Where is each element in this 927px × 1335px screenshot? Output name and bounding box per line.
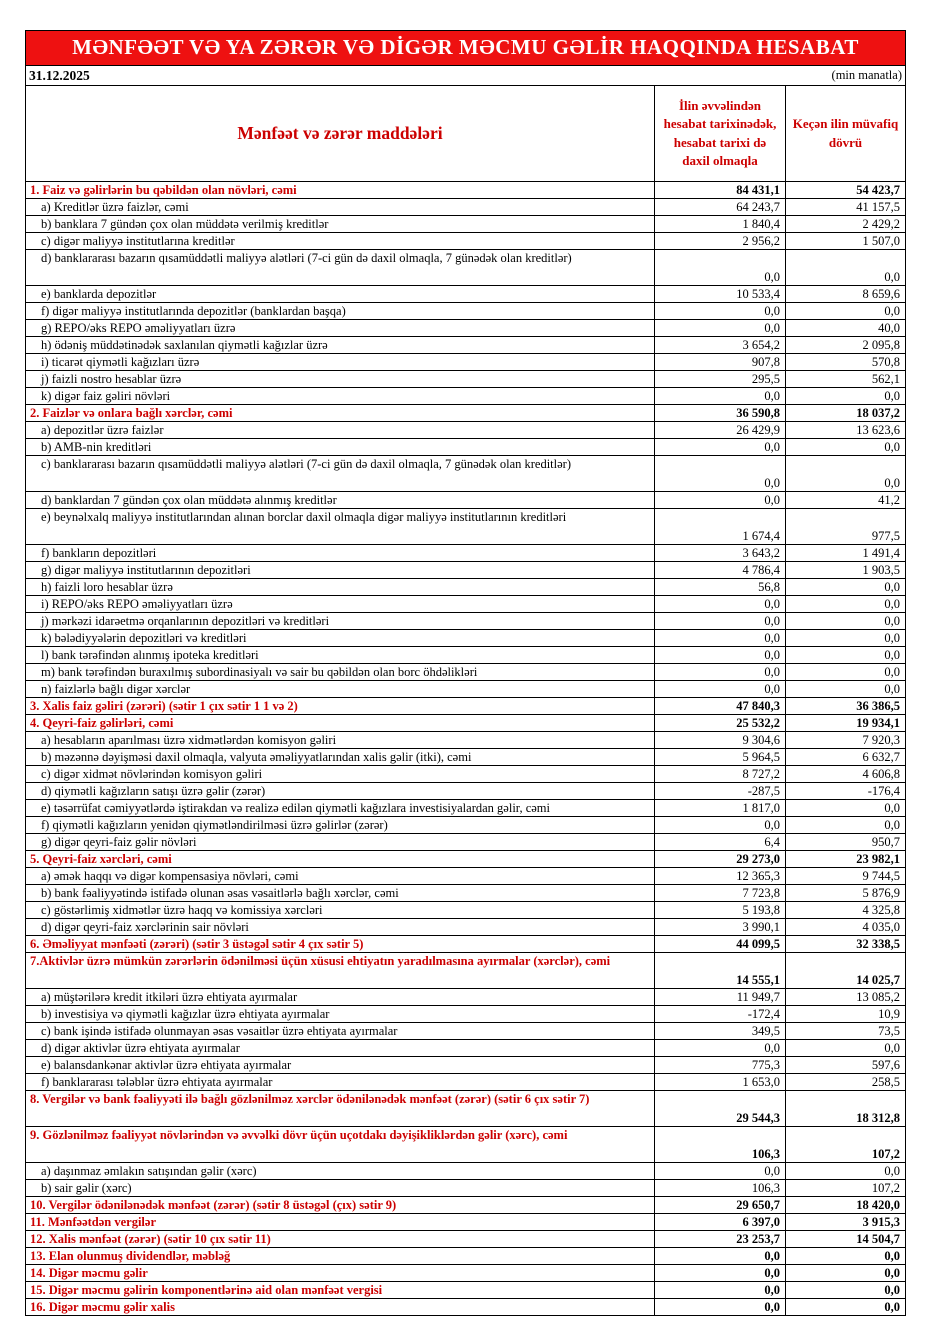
table-row [26,1197,905,1214]
value-previous-period: 0,0 [785,250,905,285]
value-current-period: 5 964,5 [654,749,785,765]
value-previous-period: 5 876,9 [785,885,905,901]
value-previous-period: 258,5 [785,1074,905,1090]
row-label: c) banklararası bazarın qısamüddətli maliyyə alətləri (7-ci gün də daxil olmaqla, 7 günədək olan kreditlər) [41,457,572,471]
row-label: b) investisiya və qiymətli kağızlar üzrə ehtiyata ayırmalar [41,1007,330,1021]
table-row [26,664,905,681]
value-previous-period: 14 025,7 [785,953,905,988]
row-label: e) təsərrüfat cəmiyyətlərdə iştirakdan və realizə edilən qiymətli kağızlara investisiyalardan gəlir, cəmi [41,801,550,815]
unit-note: (min manatla) [831,68,902,82]
value-current-period: 1 674,4 [654,509,785,544]
value-current-period: 0,0 [654,817,785,833]
value-previous-period: 18 312,8 [785,1091,905,1126]
report-meta-strip [25,66,906,85]
row-label: a) hesabların aparılması üzrə xidmətlərdən komisyon gəliri [41,733,337,747]
table-row [26,1023,905,1040]
value-current-period: 0,0 [654,613,785,629]
value-current-period: 1 817,0 [654,800,785,816]
value-previous-period: 0,0 [785,1163,905,1179]
value-current-period: 5 193,8 [654,902,785,918]
table-row [26,596,905,613]
table-row [26,868,905,885]
value-current-period: 0,0 [654,492,785,508]
column-header-previous-period: Keçən ilin müvafiq dövrü [785,86,905,181]
value-previous-period: 570,8 [785,354,905,370]
table-row [26,817,905,834]
value-current-period: 0,0 [654,1040,785,1056]
table-row [26,337,905,354]
value-current-period: -287,5 [654,783,785,799]
table-row [26,250,905,286]
value-current-period: 0,0 [654,647,785,663]
row-label: f) digər maliyyə institutlarında depozitlər (banklardan başqa) [41,304,346,318]
value-current-period: 295,5 [654,371,785,387]
table-row [26,783,905,800]
report-date: 31.12.2025 [29,68,90,83]
value-previous-period: 0,0 [785,439,905,455]
table-body [26,182,905,1315]
row-label: b) AMB-nin kreditləri [41,440,152,454]
row-label: 12. Xalis mənfəət (zərər) (sətir 10 çıx sətir 11) [30,1232,271,1246]
row-label: c) digər maliyyə institutlarına kreditlər [41,234,235,248]
table-row [26,286,905,303]
row-label: c) digər xidmət növlərindən komisyon gəliri [41,767,263,781]
value-current-period: 106,3 [654,1180,785,1196]
value-previous-period: 0,0 [785,647,905,663]
value-previous-period: 2 429,2 [785,216,905,232]
table-header-row [26,86,905,182]
value-previous-period: 0,0 [785,800,905,816]
row-label: b) bank fəaliyyətində istifadə olunan əsas vəsaitlərlə bağlı xərclər, cəmi [41,886,399,900]
value-previous-period: 1 507,0 [785,233,905,249]
value-previous-period: 6 632,7 [785,749,905,765]
value-current-period: 7 723,8 [654,885,785,901]
value-previous-period: 0,0 [785,1040,905,1056]
table-row [26,647,905,664]
row-label: b) məzənnə dəyişməsi daxil olmaqla, valyuta əməliyyatlarından xalis gəlir (itki), cəmi [41,750,472,764]
table-row [26,1163,905,1180]
row-label: d) digər aktivlər üzrə ehtiyata ayırmalar [41,1041,240,1055]
value-current-period: 349,5 [654,1023,785,1039]
value-current-period: 0,0 [654,664,785,680]
row-label: 5. Qeyri-faiz xərcləri, cəmi [30,852,172,866]
value-previous-period: 40,0 [785,320,905,336]
value-previous-period: 0,0 [785,1282,905,1298]
table-row [26,766,905,783]
table-row [26,233,905,250]
row-label: b) sair gəlir (xərc) [41,1181,132,1195]
value-previous-period: 13 623,6 [785,422,905,438]
row-label: 7.Aktivlər üzrə mümkün zərərlərin ödənilməsi üçün xüsusi ehtiyatın yaradılmasına ayırmalar (xərclər), cəmi [30,954,611,968]
table-row [26,320,905,337]
value-current-period: 44 099,5 [654,936,785,952]
table-row [26,902,905,919]
row-label: j) faizli nostro hesablar üzrə [41,372,182,386]
table-row [26,681,905,698]
value-previous-period: 41,2 [785,492,905,508]
row-label: 6. Əməliyyat mənfəəti (zərəri) (sətir 3 üstəgəl sətir 4 çıx sətir 5) [30,937,364,951]
value-current-period: 3 643,2 [654,545,785,561]
value-current-period: 10 533,4 [654,286,785,302]
value-previous-period: 36 386,5 [785,698,905,714]
table-row [26,851,905,868]
row-label: 9. Gözlənilməz fəaliyyət növlərindən və əvvəlki dövr üçün uçotdakı dəyişikliklərdən gəlir (xərc), cəmi [30,1128,568,1142]
table-row [26,613,905,630]
value-previous-period: 73,5 [785,1023,905,1039]
table-row [26,630,905,647]
value-previous-period: 1 903,5 [785,562,905,578]
value-previous-period: 32 338,5 [785,936,905,952]
value-current-period: 775,3 [654,1057,785,1073]
row-label: a) əmək haqqı və digər kompensasiya növləri, cəmi [41,869,299,883]
row-label: e) beynəlxalq maliyyə institutlarından alınan borclar daxil olmaqla digər maliyyə institutlarının kreditləri [41,510,567,524]
row-label: i) REPO/əks REPO əməliyyatları üzrə [41,597,233,611]
report-document [25,30,906,1316]
row-label: g) digər maliyyə institutlarının depozitləri [41,563,251,577]
value-previous-period: 8 659,6 [785,286,905,302]
value-previous-period: 0,0 [785,681,905,697]
value-current-period: 36 590,8 [654,405,785,421]
value-previous-period: 19 934,1 [785,715,905,731]
report-title-banner [25,30,906,66]
row-label: c) bank işində istifadə olunmayan əsas vəsaitlər üzrə ehtiyata ayırmalar [41,1024,398,1038]
value-current-period: 0,0 [654,681,785,697]
row-label: f) qiymətli kağızların yenidən qiymətləndirilməsi üzrə gəlirlər (zərər) [41,818,388,832]
value-current-period: 56,8 [654,579,785,595]
value-current-period: 9 304,6 [654,732,785,748]
value-current-period: 0,0 [654,1265,785,1281]
row-label: e) banklarda depozitlər [41,287,157,301]
value-previous-period: -176,4 [785,783,905,799]
value-current-period: 3 990,1 [654,919,785,935]
value-previous-period: 0,0 [785,613,905,629]
table-row [26,919,905,936]
row-label: a) depozitlər üzrə faizlər [41,423,164,437]
value-current-period: 0,0 [654,1282,785,1298]
value-current-period: 12 365,3 [654,868,785,884]
value-current-period: 29 650,7 [654,1197,785,1213]
table-row [26,216,905,233]
row-label: d) qiymətli kağızların satışı üzrə gəlir (zərər) [41,784,266,798]
value-previous-period: 0,0 [785,596,905,612]
value-previous-period: 0,0 [785,456,905,491]
value-current-period: 1 840,4 [654,216,785,232]
table-row [26,989,905,1006]
value-current-period: 1 653,0 [654,1074,785,1090]
row-label: 16. Digər məcmu gəlir xalis [30,1300,175,1314]
value-current-period: 29 544,3 [654,1091,785,1126]
row-label: n) faizlərlə bağlı digər xərclər [41,682,191,696]
table-row [26,492,905,509]
row-label: g) REPO/əks REPO əməliyyatları üzrə [41,321,236,335]
value-current-period: 6 397,0 [654,1214,785,1230]
value-previous-period: 0,0 [785,817,905,833]
value-previous-period: 1 491,4 [785,545,905,561]
value-current-period: 907,8 [654,354,785,370]
value-previous-period: 0,0 [785,1299,905,1315]
row-label: 3. Xalis faiz gəliri (zərəri) (sətir 1 çıx sətir 1 1 və 2) [30,699,298,713]
value-previous-period: 54 423,7 [785,182,905,198]
table-row [26,509,905,545]
table-row [26,953,905,989]
row-label: d) banklardan 7 gündən çox olan müddətə alınmış kreditlər [41,493,337,507]
value-previous-period: 950,7 [785,834,905,850]
table-row [26,562,905,579]
value-current-period: 0,0 [654,1163,785,1179]
value-current-period: 25 532,2 [654,715,785,731]
row-label: h) faizli loro hesablar üzrə [41,580,173,594]
row-label: a) daşınmaz əmlakın satışından gəlir (xərc) [41,1164,257,1178]
value-previous-period: 0,0 [785,1248,905,1264]
row-label: h) ödəniş müddətinədək saxlanılan qiymətli kağızlar üzrə [41,338,328,352]
row-label: d) banklararası bazarın qısamüddətli maliyyə alətləri (7-ci gün də daxil olmaqla, 7 günədək olan kreditlər) [41,251,572,265]
value-current-period: 0,0 [654,456,785,491]
value-previous-period: 7 920,3 [785,732,905,748]
table-row [26,1091,905,1127]
value-previous-period: 10,9 [785,1006,905,1022]
table-row [26,182,905,199]
value-previous-period: 0,0 [785,664,905,680]
row-label: b) banklara 7 gündən çox olan müddətə verilmiş kreditlər [41,217,329,231]
value-previous-period: 0,0 [785,630,905,646]
table-row [26,732,905,749]
row-label: 4. Qeyri-faiz gəlirləri, cəmi [30,716,174,730]
table-row [26,834,905,851]
value-previous-period: 13 085,2 [785,989,905,1005]
row-label: 1. Faiz və gəlirlərin bu qəbildən olan növləri, cəmi [30,183,297,197]
table-row [26,885,905,902]
value-previous-period: 107,2 [785,1127,905,1162]
table-row [26,1040,905,1057]
value-current-period: 14 555,1 [654,953,785,988]
row-label: i) ticarət qiymətli kağızları üzrə [41,355,200,369]
value-previous-period: 0,0 [785,1265,905,1281]
value-current-period: 0,0 [654,250,785,285]
value-previous-period: 14 504,7 [785,1231,905,1247]
table-row [26,1248,905,1265]
table-row [26,1282,905,1299]
row-label: a) müştərilərə kredit itkiləri üzrə ehtiyata ayırmalar [41,990,298,1004]
value-current-period: 8 727,2 [654,766,785,782]
value-previous-period: 4 606,8 [785,766,905,782]
row-label: l) bank tərəfindən alınmış ipoteka kreditləri [41,648,259,662]
row-label: c) göstərlimiş xidmətlər üzrə haqq və komissiya xərcləri [41,903,323,917]
table-row [26,456,905,492]
value-previous-period: 0,0 [785,579,905,595]
row-label: k) digər faiz gəliri növləri [41,389,171,403]
row-label: e) balansdankənar aktivlər üzrə ehtiyata ayırmalar [41,1058,292,1072]
value-previous-period: 4 325,8 [785,902,905,918]
table-row [26,579,905,596]
value-previous-period: 597,6 [785,1057,905,1073]
value-current-period: 0,0 [654,1248,785,1264]
value-current-period: 0,0 [654,630,785,646]
value-current-period: 47 840,3 [654,698,785,714]
table-row [26,1180,905,1197]
row-label: j) mərkəzi idarəetmə orqanlarının depozitləri və kreditləri [41,614,330,628]
value-previous-period: 18 420,0 [785,1197,905,1213]
table-row [26,715,905,732]
value-previous-period: 23 982,1 [785,851,905,867]
column-header-current-period: İlin əvvəlindən hesabat tarixinədək, hesabat tarixi də daxil olmaqla [654,86,785,181]
value-current-period: 0,0 [654,439,785,455]
table-row [26,199,905,216]
table-row [26,1299,905,1315]
value-current-period: 26 429,9 [654,422,785,438]
value-current-period: 3 654,2 [654,337,785,353]
table-row [26,749,905,766]
row-label: g) digər qeyri-faiz gəlir növləri [41,835,197,849]
table-row [26,1231,905,1248]
value-previous-period: 41 157,5 [785,199,905,215]
value-previous-period: 562,1 [785,371,905,387]
row-label: 2. Faizlər və onlara bağlı xərclər, cəmi [30,406,233,420]
table-row [26,354,905,371]
value-current-period: 0,0 [654,1299,785,1315]
row-label: m) bank tərəfindən buraxılmış subordinasiyalı və sair bu qəbildən olan borc öhdəlikləri [41,665,478,679]
value-current-period: 2 956,2 [654,233,785,249]
value-previous-period: 4 035,0 [785,919,905,935]
row-label: 10. Vergilər ödənilənədək mənfəət (zərər) (sətir 8 üstəgəl (çıx) sətir 9) [30,1198,397,1212]
report-title: MƏNFƏƏT VƏ YA ZƏRƏR VƏ DİGƏR MƏCMU GƏLİR HAQQINDA HESABAT [72,35,859,59]
value-current-period: 11 949,7 [654,989,785,1005]
value-previous-period: 0,0 [785,303,905,319]
row-label: d) digər qeyri-faiz xərclərinin sair növləri [41,920,249,934]
value-current-period: 0,0 [654,320,785,336]
row-label: 8. Vergilər və bank fəaliyyəti ilə bağlı gözlənilməz xərclər ödənilənədək mənfəət (zərər) (sətir 6 çıx sətir 7) [30,1092,590,1106]
income-statement-table [25,85,906,1316]
table-row [26,800,905,817]
row-label: a) Kreditlər üzrə faizlər, cəmi [41,200,189,214]
table-row [26,1127,905,1163]
table-row [26,936,905,953]
value-previous-period: 3 915,3 [785,1214,905,1230]
value-previous-period: 0,0 [785,388,905,404]
value-current-period: -172,4 [654,1006,785,1022]
table-row [26,1074,905,1091]
value-previous-period: 18 037,2 [785,405,905,421]
value-current-period: 84 431,1 [654,182,785,198]
value-current-period: 106,3 [654,1127,785,1162]
value-current-period: 0,0 [654,388,785,404]
value-current-period: 0,0 [654,596,785,612]
table-row [26,439,905,456]
row-label: 11. Mənfəətdən vergilər [30,1215,156,1229]
row-label: f) bankların depozitləri [41,546,157,560]
table-row [26,1214,905,1231]
table-row [26,698,905,715]
value-previous-period: 2 095,8 [785,337,905,353]
row-label: k) bələdiyyələrin depozitləri və kreditləri [41,631,247,645]
table-row [26,1057,905,1074]
table-row [26,1006,905,1023]
value-current-period: 4 786,4 [654,562,785,578]
value-current-period: 0,0 [654,303,785,319]
row-label: 15. Digər məcmu gəlirin komponentlərinə aid olan mənfəət vergisi [30,1283,383,1297]
value-previous-period: 9 744,5 [785,868,905,884]
table-row [26,371,905,388]
table-row [26,422,905,439]
table-row [26,388,905,405]
row-label: 14. Digər məcmu gəlir [30,1266,148,1280]
value-current-period: 29 273,0 [654,851,785,867]
row-label: 13. Elan olunmuş dividendlər, məbləğ [30,1249,231,1263]
table-row [26,405,905,422]
row-label: f) banklararası tələblər üzrə ehtiyata ayırmalar [41,1075,273,1089]
value-current-period: 6,4 [654,834,785,850]
value-current-period: 23 253,7 [654,1231,785,1247]
table-row [26,545,905,562]
value-current-period: 64 243,7 [654,199,785,215]
value-previous-period: 977,5 [785,509,905,544]
table-row [26,303,905,320]
column-header-items: Mənfəət və zərər maddələri [237,123,443,143]
value-previous-period: 107,2 [785,1180,905,1196]
table-row [26,1265,905,1282]
